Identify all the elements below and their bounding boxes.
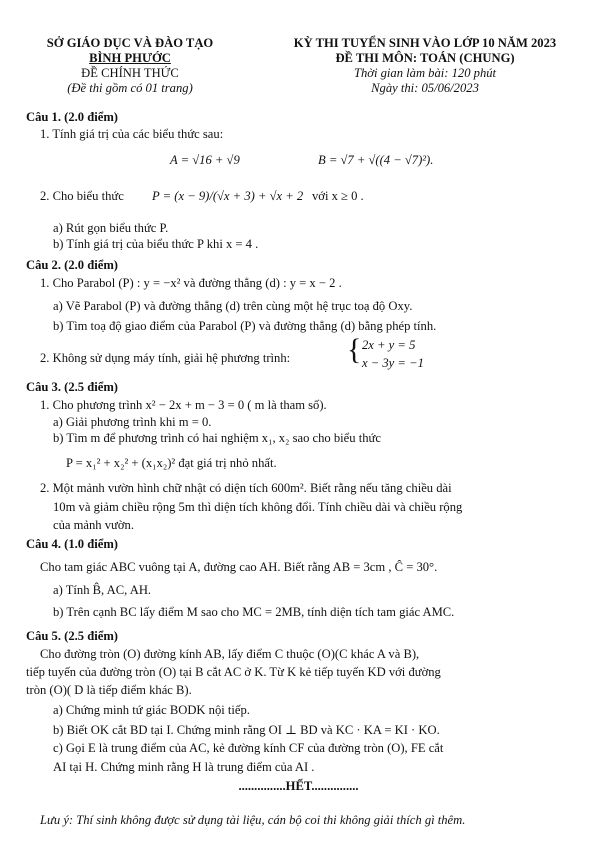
page-count: (Đề thi gồm có 01 trang) <box>67 81 193 95</box>
q2-part1: 1. Cho Parabol (P) : y = −x² và đường thẳng (d) : y = x − 2 . <box>40 276 342 290</box>
q1-part2-pre: 2. Cho biểu thức <box>40 189 124 203</box>
q2-part2: 2. Không sử dụng máy tính, giải hệ phương trình: <box>40 351 291 365</box>
q2-a: a) Vẽ Parabol (P) và đường thẳng (d) trên cùng một hệ trục toạ độ Oxy. <box>53 299 413 313</box>
end-marker: ...............HẾT............... <box>238 779 359 793</box>
q3-part2-line2: 10m và giảm chiều rộng 5m thì diện tích không đổi. Tính chiều dài và chiều rộng <box>53 500 463 514</box>
q1-b: b) Tính giá trị của biểu thức P khi x = 4 . <box>53 237 259 251</box>
province-name: BÌNH PHƯỚC <box>89 51 171 65</box>
q2-title: Câu 2. (2.0 điểm) <box>26 258 118 272</box>
exam-subject: ĐỀ THI MÔN: TOÁN (CHUNG) <box>335 51 515 65</box>
q5-line2: tiếp tuyến của đường tròn (O) tại B cắt AC ở K. Từ K kẻ tiếp tuyến KD với đường <box>26 665 441 679</box>
q3-a: a) Giải phương trình khi m = 0. <box>53 415 212 429</box>
q3-part1: 1. Cho phương trình x² − 2x + m − 3 = 0 ( m là tham số). <box>40 398 327 412</box>
q5-line3: tròn (O)( D là tiếp điểm khác B). <box>26 683 192 697</box>
q4-b: b) Trên cạnh BC lấy điểm M sao cho MC = 2MB, tính diện tích tam giác AMC. <box>53 605 455 619</box>
official-label: ĐỀ CHÍNH THỨC <box>81 66 179 80</box>
q1-part2-post: với x ≥ 0 . <box>312 189 364 203</box>
q4-a: a) Tính B̂, AC, AH. <box>53 583 152 597</box>
exam-time: Thời gian làm bài: 120 phút <box>353 66 497 80</box>
q5-c-line1: c) Gọi E là trung điểm của AC, kẻ đường kính CF của đường tròn (O), FE cắt <box>53 741 444 755</box>
q3-part2-line1: 2. Một mảnh vườn hình chữ nhật có diện tích 600m². Biết rằng nếu tăng chiều dài <box>40 481 452 495</box>
q5-a: a) Chứng minh tứ giác BODK nội tiếp. <box>53 703 250 717</box>
q1-part2-expr: P = (x − 9)/(√x + 3) + √x + 2 <box>152 189 304 203</box>
exam-title: KỲ THI TUYỂN SINH VÀO LỚP 10 NĂM 2023 <box>293 36 557 50</box>
q5-c-line2: AI tại H. Chứng minh rằng H là trung điểm của AI . <box>53 760 315 774</box>
q4-statement: Cho tam giác ABC vuông tại A, đường cao AH. Biết rằng AB = 3cm , Ĉ = 30°. <box>40 560 438 574</box>
q2-eq1: 2x + y = 5 <box>362 338 416 352</box>
exam-date: Ngày thi: 05/06/2023 <box>371 81 479 95</box>
q4-title: Câu 4. (1.0 điểm) <box>26 537 118 551</box>
q3-b-expr: P = x₁² + x₂² + (x₁x₂)² đạt giá trị nhỏ nhất. <box>66 456 277 470</box>
q1-part1: 1. Tính giá trị của các biểu thức sau: <box>40 127 224 141</box>
q5-line1: Cho đường tròn (O) đường kính AB, lấy điểm C thuộc (O)(C khác A và B), <box>40 647 420 661</box>
q3-part2-line3: của mảnh vườn. <box>53 518 134 532</box>
department-name: SỞ GIÁO DỤC VÀ ĐÀO TẠO <box>46 36 214 50</box>
q2-b: b) Tìm toạ độ giao điểm của Parabol (P) và đường thẳng (d) bằng phép tính. <box>53 319 437 333</box>
footer-note: Lưu ý: Thí sinh không được sử dụng tài liệu, cán bộ coi thi không giải thích gì thêm. <box>40 813 466 827</box>
q3-title: Câu 3. (2.5 điểm) <box>26 380 118 394</box>
q1-expr-b: B = √7 + √((4 − √7)²). <box>318 153 434 167</box>
q1-title: Câu 1. (2.0 điểm) <box>26 110 118 124</box>
q3-b: b) Tìm m để phương trình có hai nghiệm x₁, x₂ sao cho biểu thức <box>53 431 381 445</box>
q2-eq2: x − 3y = −1 <box>362 356 424 370</box>
q1-a: a) Rút gọn biểu thức P. <box>53 221 169 235</box>
q5-title: Câu 5. (2.5 điểm) <box>26 629 118 643</box>
q5-b: b) Biết OK cắt BD tại I. Chứng minh rằng OI ⊥ BD và KC · KA = KI · KO. <box>53 723 440 737</box>
system-brace: { <box>347 333 362 366</box>
q1-expr-a: A = √16 + √9 <box>170 153 240 167</box>
